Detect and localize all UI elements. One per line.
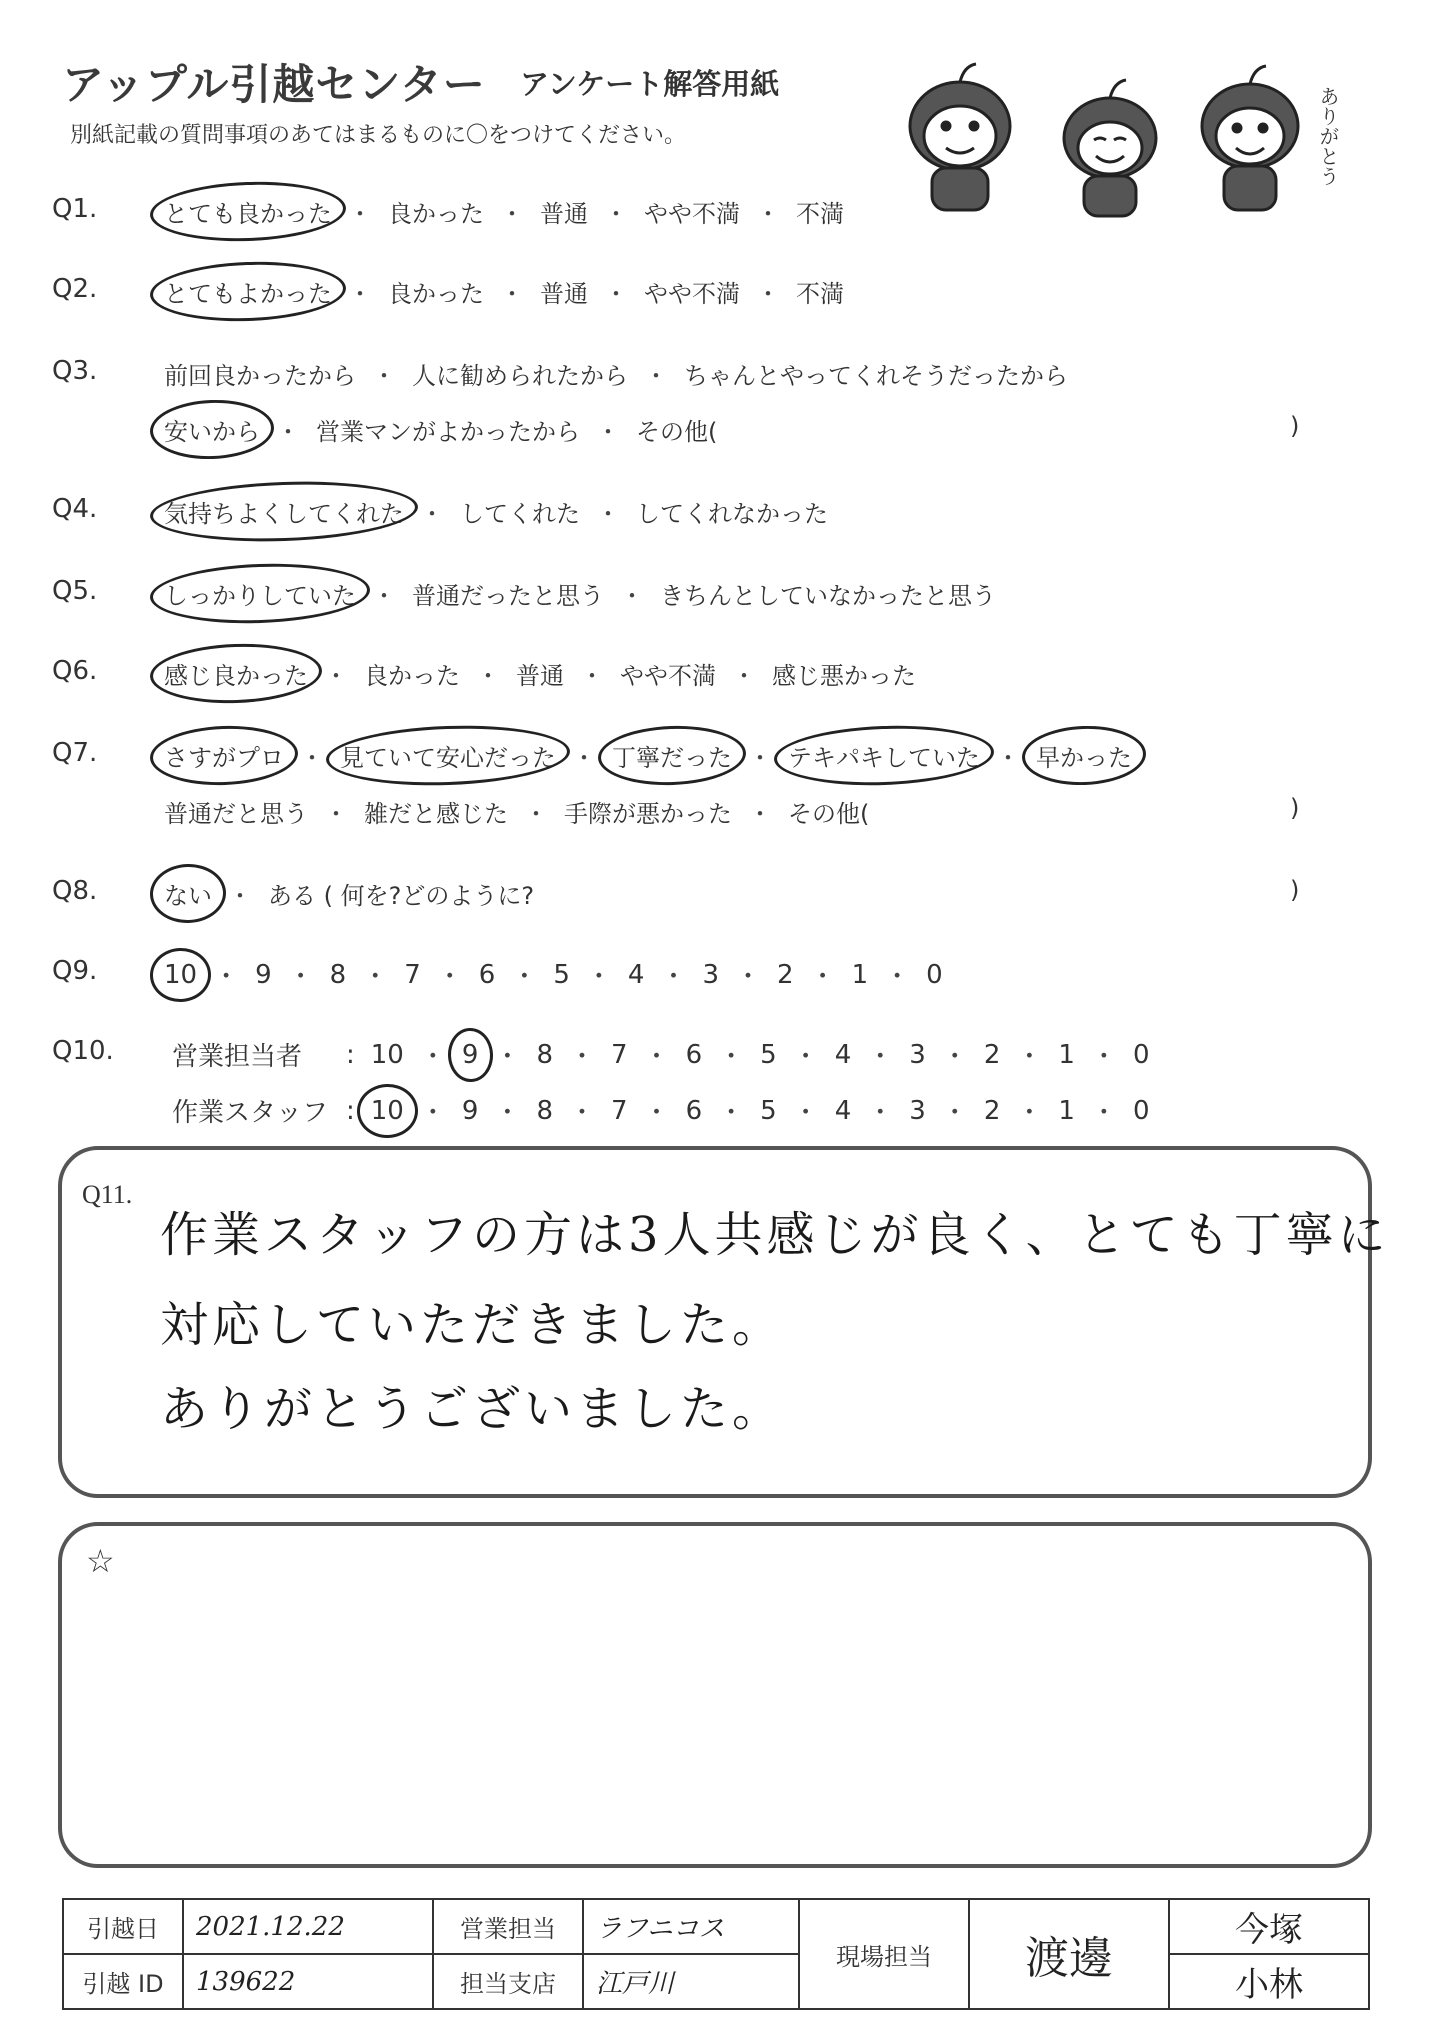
q9-value[interactable]: 3 <box>702 959 720 990</box>
q2-options: とてもよかった ・ 良かった ・ 普通 ・ やや不満 ・ 不満 <box>162 274 846 309</box>
q10-staff-value[interactable]: 9 <box>461 1095 479 1126</box>
q1-option[interactable]: 不満 <box>796 200 844 228</box>
q10-staff-label: 作業スタッフ <box>172 1098 329 1128</box>
q10-staff-value[interactable]: 3 <box>909 1095 926 1126</box>
q10-colon: : <box>346 1039 355 1070</box>
q8-options: ない ・ ある ( 何を?どのように? <box>162 876 536 911</box>
move-date-label: 引越日 <box>63 1899 183 1954</box>
q2-option[interactable]: とてもよかった <box>162 274 334 309</box>
q10-sales-value[interactable]: 7 <box>611 1039 628 1070</box>
q3-options-line1: 前回良かったから ・ 人に勧められたから ・ ちゃんとやってくれそうだったから <box>162 356 1070 391</box>
q7-option[interactable]: 手際が悪かった <box>564 800 732 828</box>
q4-option[interactable]: 気持ちよくしてくれた <box>162 494 406 529</box>
q10-sales-value[interactable]: 8 <box>536 1039 553 1070</box>
q10-staff-value[interactable]: 0 <box>1132 1095 1150 1126</box>
q1-option[interactable]: やや不満 <box>644 200 740 228</box>
q2-option[interactable]: 不満 <box>796 280 844 308</box>
q2-option[interactable]: 普通 <box>540 280 588 308</box>
q2-option[interactable]: 良かった <box>388 280 484 308</box>
branch-label: 担当支店 <box>433 1954 583 2009</box>
q4-option[interactable]: してくれなかった <box>636 500 828 528</box>
q1-options: とても良かった ・ 良かった ・ 普通 ・ やや不満 ・ 不満 <box>162 194 846 229</box>
q5-options: しっかりしていた ・ 普通だったと思う ・ きちんとしていなかったと思う <box>162 576 998 611</box>
q4-options: 気持ちよくしてくれた ・ してくれた ・ してくれなかった <box>162 494 830 529</box>
q7-label: Q7. <box>52 738 98 768</box>
q4-label: Q4. <box>52 494 98 524</box>
q7-paren-close: ) <box>1290 794 1300 822</box>
q6-label: Q6. <box>52 656 98 686</box>
q7-option-other[interactable]: その他( <box>788 800 870 828</box>
q7-option[interactable]: 見ていて安心だった <box>338 738 558 773</box>
q9-value[interactable]: 9 <box>255 959 272 990</box>
q9-value[interactable]: 5 <box>553 959 570 990</box>
q9-scale: 10 ・ 9 ・ 8 ・ 7 ・ 6 ・ 5 ・ 4 ・ 3 ・ 2 ・ 1 ・ 0 <box>164 959 943 992</box>
sales-rep-value[interactable]: ラフニコス <box>583 1899 799 1954</box>
q9-value[interactable]: 1 <box>851 959 869 990</box>
q11-handwritten-line: 対応していただきました。 <box>160 1297 785 1353</box>
q10-staff-value[interactable]: 2 <box>983 1095 1001 1126</box>
q6-option[interactable]: 感じ良かった <box>162 656 310 691</box>
site-staff-value[interactable]: 渡邊 <box>969 1899 1169 2009</box>
q3-label: Q3. <box>52 356 98 386</box>
q10-sales-value[interactable]: 10 <box>370 1039 404 1070</box>
star-icon: ☆ <box>86 1542 115 1580</box>
q11-label: Q11. <box>82 1180 133 1209</box>
thanks-text: ありがとう <box>1316 86 1340 186</box>
q10-sales-value[interactable]: 5 <box>760 1039 777 1070</box>
q10-label: Q10. <box>52 1036 114 1066</box>
q10-sales-value[interactable]: 9 <box>461 1039 479 1070</box>
q6-option[interactable]: 感じ悪かった <box>772 662 916 690</box>
q3-option[interactable]: 人に勧められたから <box>412 362 628 390</box>
q7-option[interactable]: テキパキしていた <box>786 738 982 773</box>
q1-option[interactable]: 良かった <box>388 200 484 228</box>
q9-value[interactable]: 8 <box>329 959 347 990</box>
q7-option[interactable]: 普通だと思う <box>164 800 308 828</box>
q7-options-line2: 普通だと思う ・ 雑だと感じた ・ 手際が悪かった ・ その他( <box>162 794 871 829</box>
form-title: アップル引越センター <box>62 60 486 109</box>
q5-label: Q5. <box>52 576 98 606</box>
q7-options-line1: さすがプロ ・ 見ていて安心だった ・ 丁寧だった ・ テキパキしていた ・ 早かった <box>162 738 1134 773</box>
q11-handwritten-line: ありがとうございました。 <box>160 1381 785 1437</box>
move-id-value[interactable]: 139622 <box>183 1954 433 2009</box>
site-staff-value[interactable]: 小林 <box>1169 1954 1369 2009</box>
q9-value[interactable]: 2 <box>777 959 794 990</box>
q3-option[interactable]: 安いから <box>162 412 262 447</box>
instruction-text: 別紙記載の質問事項のあてはまるものに〇をつけてください。 <box>70 123 687 148</box>
q10-colon: : <box>346 1095 355 1126</box>
q6-options: 感じ良かった ・ 良かった ・ 普通 ・ やや不満 ・ 感じ悪かった <box>162 656 918 691</box>
q7-option[interactable]: 雑だと感じた <box>364 800 508 828</box>
q3-paren-close: ) <box>1290 412 1300 440</box>
q6-option[interactable]: やや不満 <box>620 662 716 690</box>
q1-option[interactable]: とても良かった <box>162 194 334 229</box>
q8-option[interactable]: ある ( 何を?どのように? <box>268 882 535 910</box>
q3-option[interactable]: 前回良かったから <box>164 362 356 390</box>
q9-value[interactable]: 0 <box>926 959 943 990</box>
q9-value[interactable]: 10 <box>164 959 198 990</box>
q10-sales-value[interactable]: 4 <box>834 1039 852 1070</box>
q10-sales-value[interactable]: 1 <box>1058 1039 1075 1070</box>
q6-option[interactable]: 普通 <box>516 662 564 690</box>
q10-staff-value[interactable]: 7 <box>611 1095 628 1126</box>
q5-option[interactable]: しっかりしていた <box>162 576 358 611</box>
q3-option[interactable]: 営業マンがよかったから <box>316 418 580 446</box>
q3-option[interactable]: ちゃんとやってくれそうだったから <box>684 362 1068 390</box>
site-staff-label: 現場担当 <box>799 1899 969 2009</box>
q10-staff-value[interactable]: 8 <box>536 1095 553 1126</box>
q6-option[interactable]: 良かった <box>364 662 460 690</box>
q10-sales-value[interactable]: 2 <box>983 1039 1001 1070</box>
q10-staff-value[interactable]: 10 <box>370 1095 404 1126</box>
q1-label: Q1. <box>52 194 98 224</box>
q9-label: Q9. <box>52 956 98 986</box>
q10-staff-value[interactable]: 1 <box>1058 1095 1075 1126</box>
q10-staff-value[interactable]: 6 <box>685 1095 703 1126</box>
branch-value[interactable]: 江戸川 <box>583 1954 799 2009</box>
mascot-illustration <box>880 56 1350 226</box>
q10-staff-value[interactable]: 5 <box>760 1095 777 1126</box>
q8-label: Q8. <box>52 876 98 906</box>
q9-value[interactable]: 4 <box>627 959 645 990</box>
q10-sales-scale: 営業担当者 : 10 ・ 9 ・ 8 ・ 7 ・ 6 ・ 5 ・ 4 ・ 3 ・ 2 ・ 1 ・ 0 <box>172 1036 1151 1073</box>
q5-option[interactable]: 普通だったと思う <box>412 582 604 610</box>
q2-option[interactable]: やや不満 <box>644 280 740 308</box>
q2-label: Q2. <box>52 274 98 304</box>
q10-sales-value[interactable]: 3 <box>909 1039 926 1070</box>
q7-option[interactable]: 丁寧だった <box>610 738 734 773</box>
move-id-label: 引越 ID <box>63 1954 183 2009</box>
q4-option[interactable]: してくれた <box>460 500 580 528</box>
q7-option[interactable]: さすがプロ <box>162 738 286 773</box>
q7-option[interactable]: 早かった <box>1034 738 1134 773</box>
extra-comment-box[interactable] <box>58 1522 1372 1868</box>
q10-sales-label: 営業担当者 <box>172 1042 303 1072</box>
q10-staff-scale: 作業スタッフ : 10 ・ 9 ・ 8 ・ 7 ・ 6 ・ 5 ・ 4 ・ 3 ・ 2 ・ 1 ・ 0 <box>172 1092 1151 1129</box>
q5-option[interactable]: きちんとしていなかったと思う <box>660 582 996 610</box>
q9-value[interactable]: 6 <box>478 959 496 990</box>
move-info-table <box>62 1898 1370 2010</box>
site-staff-value[interactable]: 今塚 <box>1169 1899 1369 1954</box>
q3-option-other[interactable]: その他( <box>636 418 718 446</box>
q8-option[interactable]: ない <box>162 876 214 911</box>
q9-value[interactable]: 7 <box>404 959 421 990</box>
q1-option[interactable]: 普通 <box>540 200 588 228</box>
move-date-value[interactable]: 2021.12.22 <box>183 1899 433 1954</box>
form-subtitle: アンケート解答用紙 <box>520 67 780 101</box>
sales-rep-label: 営業担当 <box>433 1899 583 1954</box>
q10-sales-value[interactable]: 0 <box>1132 1039 1150 1070</box>
q8-paren-close: ) <box>1290 876 1300 904</box>
q10-sales-value[interactable]: 6 <box>685 1039 703 1070</box>
q3-options-line2: 安いから ・ 営業マンがよかったから ・ その他( <box>162 412 719 447</box>
q11-handwritten-line: 作業スタッフの方は3人共感じが良く、とても丁寧に <box>160 1207 1390 1263</box>
q10-staff-value[interactable]: 4 <box>834 1095 852 1126</box>
